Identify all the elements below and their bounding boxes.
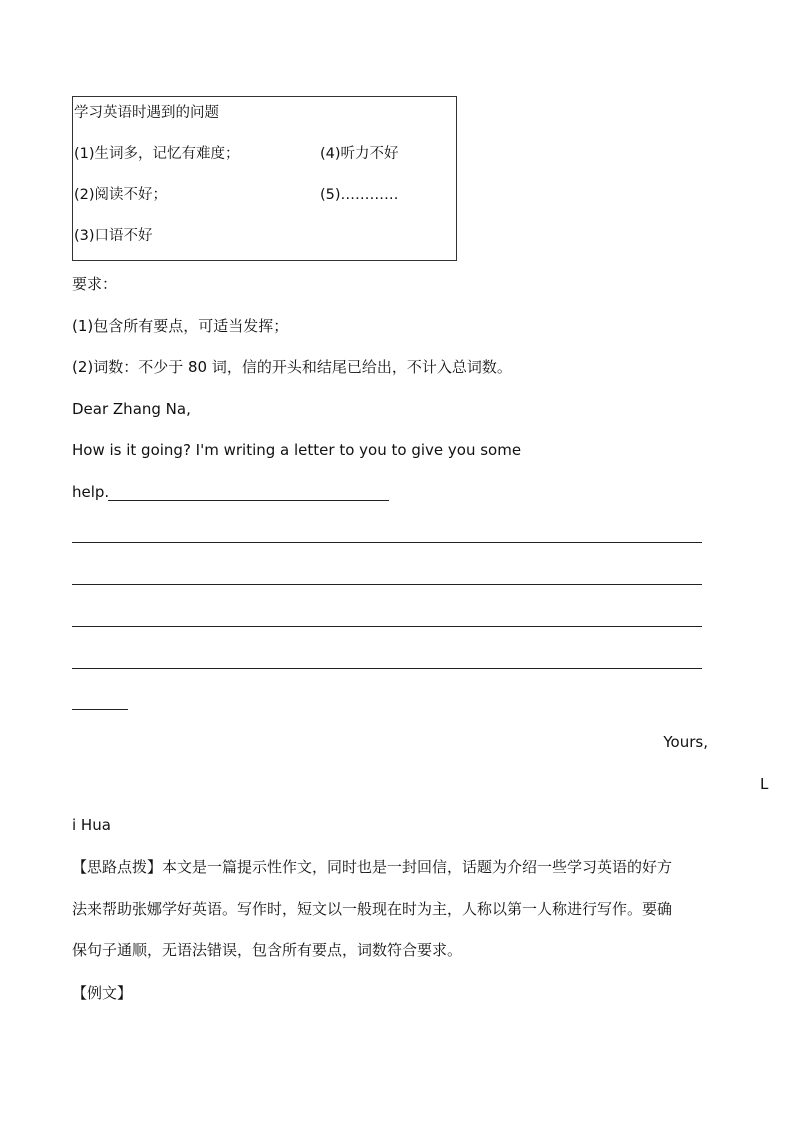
- requirement-item-2: (2)词数：不少于 80 词，信的开头和结尾已给出，不计入总词数。: [72, 358, 512, 376]
- analysis-label: 【思路点拨】: [72, 858, 163, 876]
- problem-item-4: (4)听力不好: [320, 146, 399, 162]
- problem-item-3: (3)口语不好: [74, 228, 153, 244]
- letter-opening: How is it going? I'm writing a letter to you to give you some: [72, 441, 522, 459]
- problem-box-heading: 学习英语时遇到的问题: [74, 105, 219, 121]
- analysis-text-1: 本文是一篇提示性作文，同时也是一封回信，话题为介绍一些学习英语的好方: [162, 858, 673, 876]
- problem-item-2: (2)阅读不好；: [74, 187, 168, 203]
- requirement-item-1: (1)包含所有要点，可适当发挥；: [72, 317, 289, 335]
- writing-line[interactable]: [72, 709, 128, 710]
- letter-signature-l: L: [760, 775, 769, 793]
- writing-line[interactable]: [72, 626, 702, 627]
- writing-line[interactable]: [72, 668, 702, 669]
- letter-closing: Yours,: [663, 733, 708, 751]
- analysis-line-1: [72, 857, 672, 877]
- letter-signature-rest: i Hua: [72, 816, 111, 834]
- writing-line[interactable]: [72, 584, 702, 585]
- analysis-line-3: 保句子通顺，无语法错误，包含所有要点，词数符合要求。: [72, 941, 463, 959]
- problem-item-1: (1)生词多，记忆有难度；: [74, 146, 240, 162]
- letter-salutation: Dear Zhang Na,: [72, 400, 191, 418]
- letter-help-word: help.: [72, 483, 110, 501]
- example-label: 【例文】: [72, 984, 133, 1002]
- problem-box: [72, 96, 457, 261]
- requirements-title: 要求：: [72, 275, 118, 293]
- problem-item-5: (5)…………: [320, 187, 399, 203]
- writing-line[interactable]: [108, 500, 389, 501]
- analysis-line-2: 法来帮助张娜学好英语。写作时，短文以一般现在时为主，人称以第一人称进行写作。要确: [72, 900, 673, 918]
- writing-line[interactable]: [72, 542, 702, 543]
